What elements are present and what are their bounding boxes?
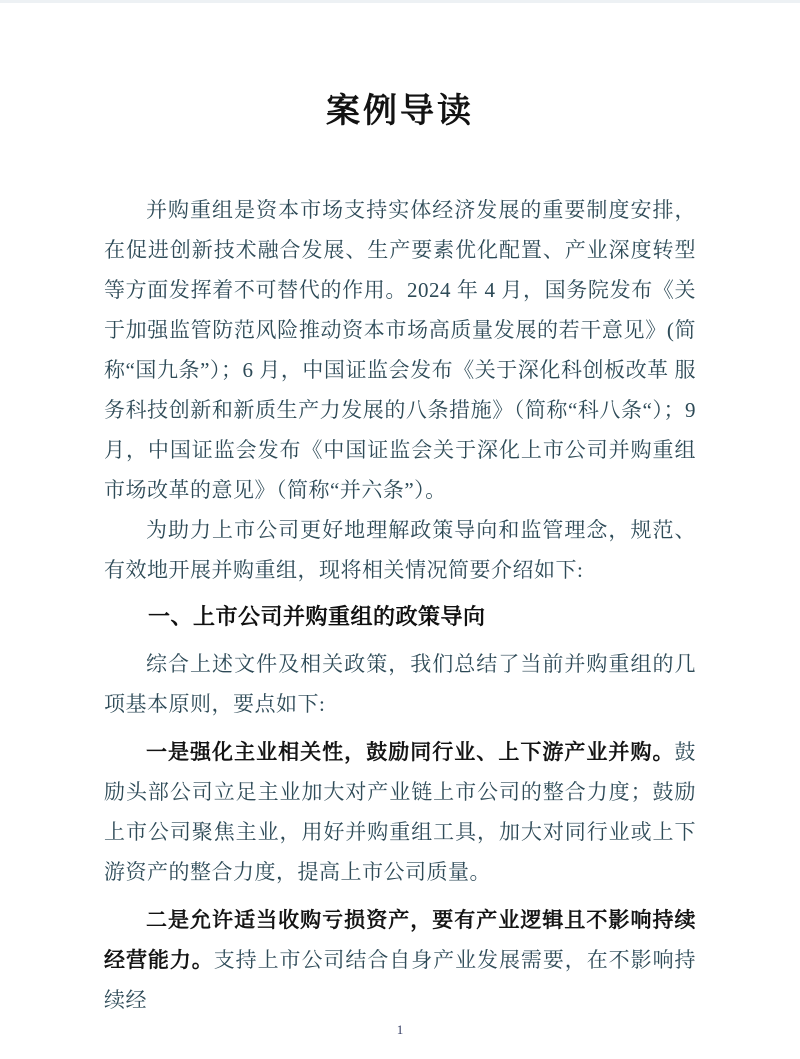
principle-1-bold-lead: 一是强化主业相关性，鼓励同行业、上下游产业并购。	[146, 740, 675, 764]
section-heading-policy-direction: 一、上市公司并购重组的政策导向	[148, 604, 486, 629]
page-top-edge	[0, 0, 800, 3]
principle-1-text: 鼓励头部公司立足主业加大对产业链上市公司的整合力度；鼓励上市公司聚焦主业，用好并购重组工具，加大对同行业或上下游资产的整合力度，提高上市公司质量。	[104, 740, 696, 884]
document-body	[104, 190, 696, 1020]
principle-2-text: 支持上市公司结合自身产业发展需要，在不影响持续经	[104, 948, 697, 1012]
paragraph-intro: 并购重组是资本市场支持实体经济发展的重要制度安排，在促进创新技术融合发展、生产要素优化配置、产业深度转型等方面发挥着不可替代的作用。2024 年 4 月，国务院发布《关于加强监管防范风险推动资本市场高质量发展的若干意见》(简称“国九条”）；6 月，中国证监会发布《关于深化科创板改革 服务科技创新和新质生产力发展的八条措施》（简称“科八条“）；9 月，中国证监会发布《中国证监会关于深化上市公司并购重组市场改革的意见》（简称“并六条”）。	[104, 198, 696, 502]
document-title: 案例导读	[326, 93, 474, 130]
principle-2-bold-lead: 二是允许适当收购亏损资产，要有产业逻辑且不影响持续经营能力。	[104, 908, 696, 972]
paragraph-principle-2	[104, 900, 696, 1020]
paragraph-summary: 综合上述文件及相关政策，我们总结了当前并购重组的几项基本原则，要点如下:	[104, 652, 696, 716]
page-number: 1	[396, 1022, 404, 1037]
paragraph-principle-1	[104, 732, 696, 892]
paragraph-purpose: 为助力上市公司更好地理解政策导向和监管理念，规范、有效地开展并购重组，现将相关情况简要介绍如下:	[104, 518, 696, 582]
